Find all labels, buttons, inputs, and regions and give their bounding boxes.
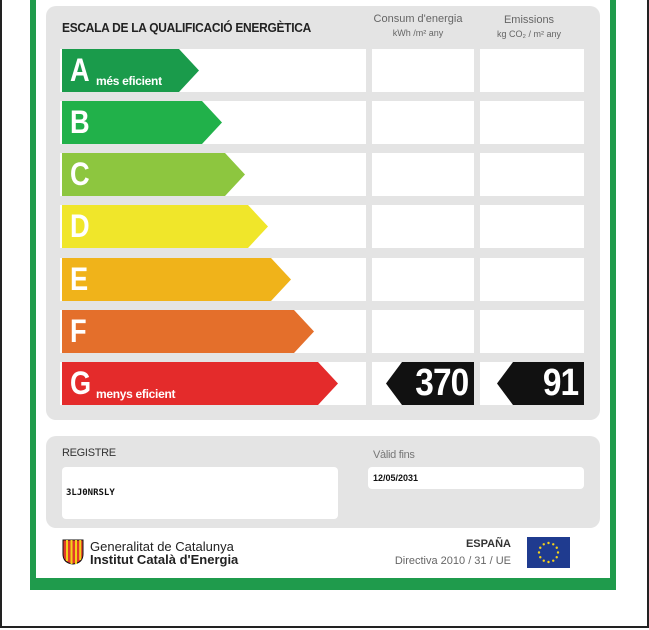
eu-flag-icon (527, 537, 570, 568)
registre-value: 3LJ0NRSLY (66, 488, 115, 498)
consum-result-badge-value: 370 (414, 362, 468, 404)
eu-star (547, 561, 549, 563)
consum-cell (372, 153, 474, 196)
consum-unit: kWh /m² any (392, 28, 444, 38)
rating-desc: més eficient (96, 74, 162, 88)
emissions-cell (480, 101, 584, 144)
consum-cell (372, 49, 474, 92)
rating-arrow-b (62, 101, 222, 144)
eu-star (552, 560, 554, 562)
eu-star (556, 556, 558, 558)
generalitat-logo-icon (62, 539, 84, 565)
rating-arrow-c (62, 153, 245, 196)
arrow-shape (62, 310, 314, 353)
rating-letter: E (70, 261, 89, 297)
rating-arrow-d (62, 205, 268, 248)
emissions-cell (480, 258, 584, 301)
registre-label: REGISTRE (62, 447, 116, 459)
eu-star (552, 543, 554, 545)
emissions-column-header (478, 13, 580, 41)
country-label: ESPAÑA (465, 538, 511, 550)
rating-desc: menys eficient (96, 387, 176, 401)
rating-letter: G (70, 365, 92, 401)
consum-cell (372, 310, 474, 353)
eu-star (543, 560, 545, 562)
consum-column-header (366, 12, 470, 40)
emissions-result-badge (497, 362, 584, 405)
valid-until-label: Vàlid fins (373, 449, 415, 461)
directive-label: Directiva 2010 / 31 / UE (394, 555, 511, 567)
consum-cell (372, 205, 474, 248)
consum-cell (372, 258, 474, 301)
emissions-cell (480, 49, 584, 92)
emissions-unit: kg CO₂ / m² any (496, 29, 561, 39)
rating-letter: D (70, 208, 90, 244)
emissions-cell (480, 205, 584, 248)
eu-star (543, 543, 545, 545)
arrow-shape (62, 205, 268, 248)
consum-cell (372, 101, 474, 144)
eu-star (539, 547, 541, 549)
rating-arrow-a (62, 49, 199, 92)
rating-letter: B (70, 104, 90, 140)
rating-arrow-e (62, 258, 291, 301)
consum-title: Consum d'energia (373, 13, 463, 25)
org-name-icaen: Institut Català d'Energia (90, 552, 239, 567)
emissions-result-badge-value: 91 (542, 362, 578, 404)
rating-letter: C (70, 156, 90, 192)
rating-letter: A (70, 52, 90, 88)
emissions-title: Emissions (503, 14, 555, 26)
scale-title: ESCALA DE LA QUALIFICACIÓ ENERGÈTICA (62, 20, 311, 35)
rating-arrow-f (62, 310, 314, 353)
eu-star (556, 547, 558, 549)
emissions-cell (480, 310, 584, 353)
arrow-shape (62, 258, 291, 301)
eu-star (539, 556, 541, 558)
emissions-cell (480, 153, 584, 196)
eu-star (557, 551, 559, 553)
eu-star (538, 551, 540, 553)
consum-result-badge (386, 362, 474, 405)
rating-arrow-g (62, 362, 338, 405)
valid-until-value: 12/05/2031 (373, 473, 419, 483)
rating-letter: F (70, 313, 87, 349)
org-name-generalitat: Generalitat de Catalunya (90, 539, 234, 554)
eu-star (547, 542, 549, 544)
